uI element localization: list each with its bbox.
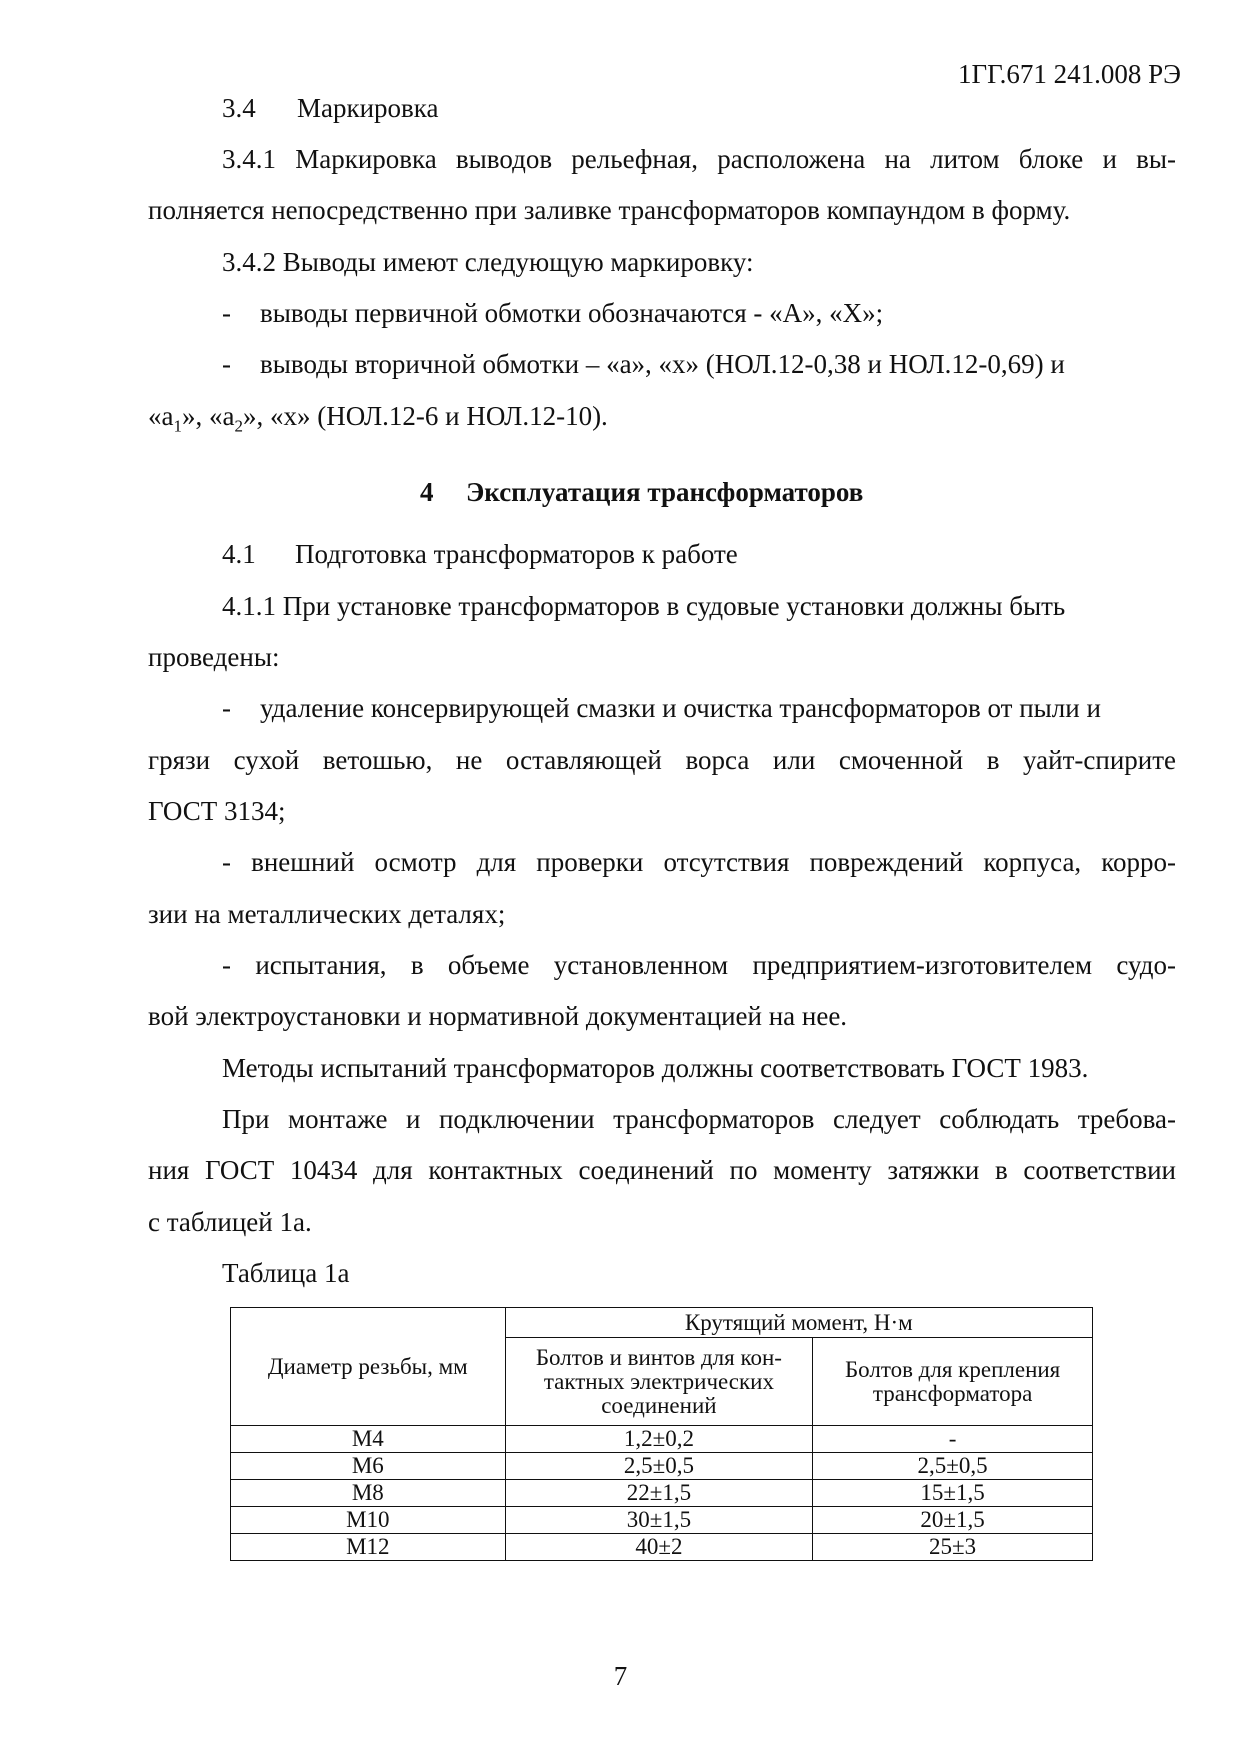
table-header-row [231, 1308, 1093, 1338]
paragraph-3-4-2: 3.4.2 Выводы имеют следующую маркировку: [222, 247, 754, 277]
cell-contact-torque: 30±1,5 [505, 1507, 813, 1534]
cell-thread-diameter: М4 [231, 1426, 506, 1453]
cell-mounting-torque: - [813, 1426, 1093, 1453]
list-item-text: выводы первичной обмотки обозначаются - «А», «Х»; [260, 298, 884, 328]
list-item [222, 949, 1176, 981]
table-row [231, 1507, 1093, 1534]
subscript: 1 [173, 416, 182, 436]
section-number: 3.4 [222, 93, 256, 123]
cell-thread-diameter: М6 [231, 1453, 506, 1480]
list-dash: - [222, 349, 231, 379]
column-header-thread-diameter: Диаметр резьбы, мм [231, 1308, 506, 1426]
cell-mounting-torque: 2,5±0,5 [813, 1453, 1093, 1480]
list-item-continuation: вой электроустановки и нормативной документацией на нее. [148, 1001, 848, 1031]
text-part: «а [148, 401, 174, 431]
table-row [231, 1453, 1093, 1480]
list-dash: - [222, 298, 231, 328]
list-item-continuation: зии на металлических деталях; [148, 899, 506, 929]
list-dash: - [222, 693, 231, 723]
cell-mounting-torque: 25±3 [813, 1534, 1093, 1561]
header-line: трансформатора [872, 1380, 1033, 1406]
header-line: Болтов и винтов для кон- [535, 1344, 782, 1370]
table-row [231, 1426, 1093, 1453]
paragraph-3-4-1-line2: полняется непосредственно при заливке трансформаторов компаундом в форму. [148, 195, 1071, 225]
section-title: Маркировка [297, 93, 439, 123]
section-title: Подготовка трансформаторов к работе [295, 539, 738, 569]
paragraph-4-1-1-line2: проведены: [148, 642, 280, 672]
paragraph-methods: Методы испытаний трансформаторов должны соответствовать ГОСТ 1983. [222, 1053, 1089, 1083]
list-item [222, 348, 1065, 380]
list-item-text: выводы вторичной обмотки – «а», «х» (НОЛ.12-0,38 и НОЛ.12-0,69) и [260, 349, 1065, 379]
cell-mounting-torque: 20±1,5 [813, 1507, 1093, 1534]
list-item-text: внешний осмотр для проверки отсутствия повреждений корпуса, корро- [251, 847, 1176, 877]
column-header-mounting-bolts [813, 1338, 1093, 1426]
list-dash: - [222, 847, 231, 877]
cell-thread-diameter: М8 [231, 1480, 506, 1507]
section-4-heading [420, 476, 863, 508]
header-line: соединений [601, 1392, 717, 1418]
cell-contact-torque: 1,2±0,2 [505, 1426, 813, 1453]
text-part: », «а [181, 401, 235, 431]
paragraph-mounting-line1: При монтаже и подключении трансформаторов следует соблюдать требова- [222, 1104, 1176, 1134]
document-code: 1ГГ.671 241.008 РЭ [957, 59, 1181, 89]
paragraph-mounting-line3: с таблицей 1а. [148, 1207, 312, 1237]
section-title: Эксплуатация трансформаторов [466, 477, 864, 507]
header-line: Болтов для крепления [844, 1356, 1061, 1382]
list-item [222, 692, 1101, 724]
torque-table [230, 1307, 1093, 1561]
list-item-continuation: грязи сухой ветошью, не оставляющей ворса или смоченной в уайт-спирите [148, 745, 1176, 775]
section-4-1-heading [222, 538, 738, 570]
cell-thread-diameter: М12 [231, 1534, 506, 1561]
section-3-4-heading [222, 92, 439, 124]
list-item-continuation: ГОСТ 3134; [148, 796, 286, 826]
table-caption: Таблица 1а [222, 1258, 350, 1288]
list-item [222, 846, 1176, 878]
column-header-contact-bolts [505, 1338, 813, 1426]
list-dash: - [222, 950, 231, 980]
header-line: тактных электрических [543, 1368, 774, 1394]
page-number: 7 [613, 1661, 628, 1691]
list-item-continuation [148, 400, 608, 442]
cell-contact-torque: 2,5±0,5 [505, 1453, 813, 1480]
section-number: 4 [420, 477, 434, 507]
cell-mounting-torque: 15±1,5 [813, 1480, 1093, 1507]
table-row [231, 1534, 1093, 1561]
list-item [222, 297, 883, 329]
text-part: », «х» (НОЛ.12-6 и НОЛ.12-10). [242, 401, 608, 431]
table-row [231, 1480, 1093, 1507]
column-group-header-torque: Крутящий момент, Н·м [505, 1308, 1092, 1338]
cell-contact-torque: 22±1,5 [505, 1480, 813, 1507]
paragraph-3-4-1-line1: 3.4.1 Маркировка выводов рельефная, расположена на литом блоке и вы- [222, 144, 1176, 174]
section-number: 4.1 [222, 539, 256, 569]
paragraph-4-1-1-line1: 4.1.1 При установке трансформаторов в судовые установки должны быть [222, 591, 1066, 621]
list-item-text: испытания, в объеме установленном предприятием-изготовителем судо- [255, 950, 1176, 980]
paragraph-mounting-line2: ния ГОСТ 10434 для контактных соединений по моменту затяжки в соответствии [148, 1155, 1176, 1185]
cell-thread-diameter: М10 [231, 1507, 506, 1534]
list-item-text: удаление консервирующей смазки и очистка трансформаторов от пыли и [260, 693, 1101, 723]
subscript: 2 [234, 416, 243, 436]
cell-contact-torque: 40±2 [505, 1534, 813, 1561]
